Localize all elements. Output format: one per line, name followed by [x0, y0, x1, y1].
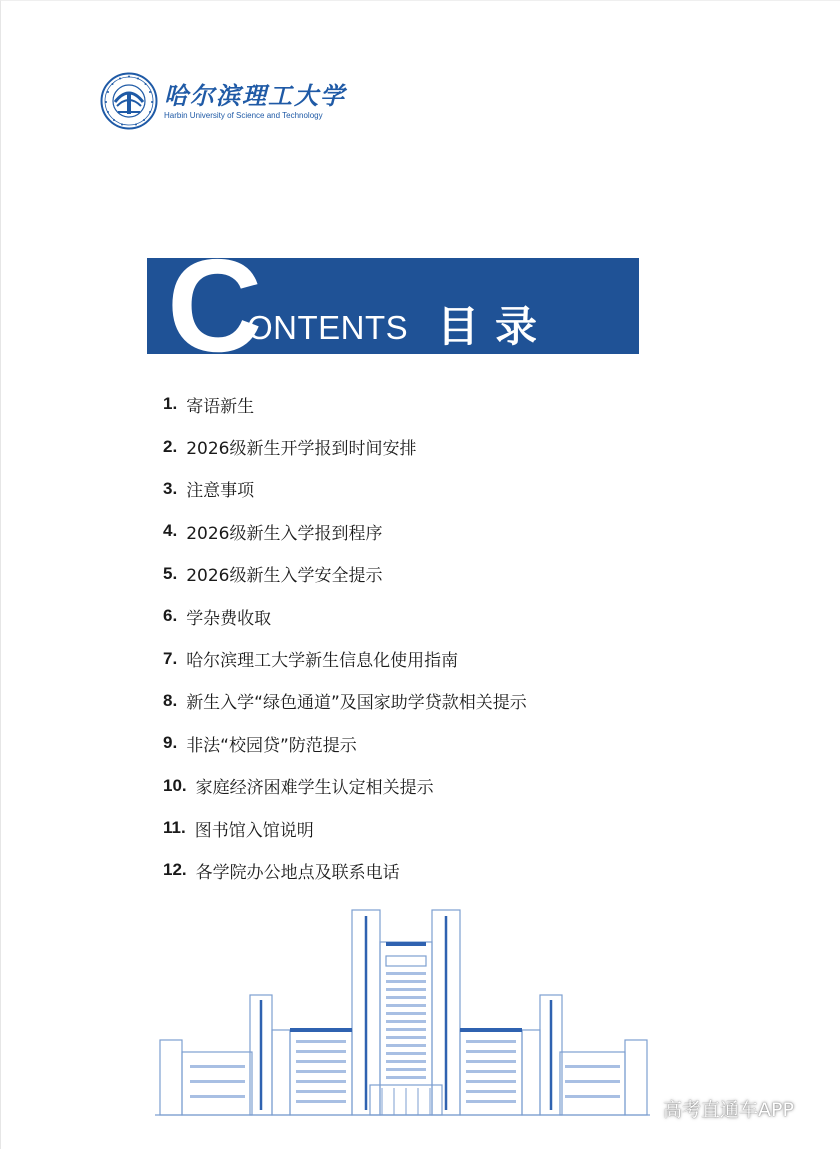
toc-item-label: 非法“校园贷”防范提示 [186, 735, 357, 756]
toc-item [163, 765, 527, 807]
toc-item-label: 寄语新生 [186, 396, 255, 417]
toc-item-number: 8. [163, 690, 178, 710]
toc-item [163, 807, 527, 849]
toc-item [163, 595, 527, 637]
contents-banner [147, 258, 639, 354]
toc-item [163, 553, 527, 595]
toc-item [163, 468, 527, 510]
table-of-contents [163, 383, 527, 892]
toc-item [163, 680, 527, 722]
campus-building-illustration [150, 880, 660, 1120]
toc-item-number: 1. [163, 394, 178, 414]
toc-item-number: 10. [163, 775, 187, 795]
toc-item-label: 2026级新生开学报到时间安排 [186, 439, 417, 460]
toc-item-label: 学杂费收取 [186, 608, 272, 629]
toc-item-label: 家庭经济困难学生认定相关提示 [195, 778, 434, 799]
contents-title-cn: 目录 [437, 302, 554, 351]
toc-item-number: 4. [163, 521, 178, 541]
toc-item [163, 510, 527, 552]
toc-item [163, 637, 527, 679]
toc-item-label: 各学院办公地点及联系电话 [195, 862, 400, 883]
toc-item-number: 12. [163, 860, 187, 880]
toc-item-label: 注意事项 [186, 481, 255, 502]
toc-item-label: 2026级新生入学报到程序 [186, 523, 383, 544]
university-name-en: Harbin University of Science and Technology [164, 111, 323, 120]
toc-item [163, 722, 527, 764]
toc-item-label: 新生入学“绿色通道”及国家助学贷款相关提示 [186, 693, 527, 714]
toc-item-number: 7. [163, 648, 178, 668]
toc-item-label: 2026级新生入学安全提示 [186, 566, 383, 587]
university-name-cn: 哈尔滨理工大学 [164, 81, 346, 110]
toc-item-number: 9. [163, 733, 178, 753]
watermark-text: 高考直通车APP [663, 1099, 794, 1121]
toc-item [163, 425, 527, 467]
university-seal-icon [100, 72, 158, 130]
toc-item [163, 383, 527, 425]
toc-item-number: 3. [163, 478, 178, 498]
toc-item-label: 图书馆入馆说明 [194, 820, 314, 841]
toc-item-number: 11. [163, 818, 186, 838]
contents-initial: C [167, 258, 263, 354]
toc-item-number: 5. [163, 563, 178, 583]
contents-word: ONTENTS [247, 309, 409, 346]
toc-item-label: 哈尔滨理工大学新生信息化使用指南 [186, 651, 459, 672]
toc-item-number: 2. [163, 436, 178, 456]
university-logo [100, 72, 346, 130]
toc-item-number: 6. [163, 606, 178, 626]
